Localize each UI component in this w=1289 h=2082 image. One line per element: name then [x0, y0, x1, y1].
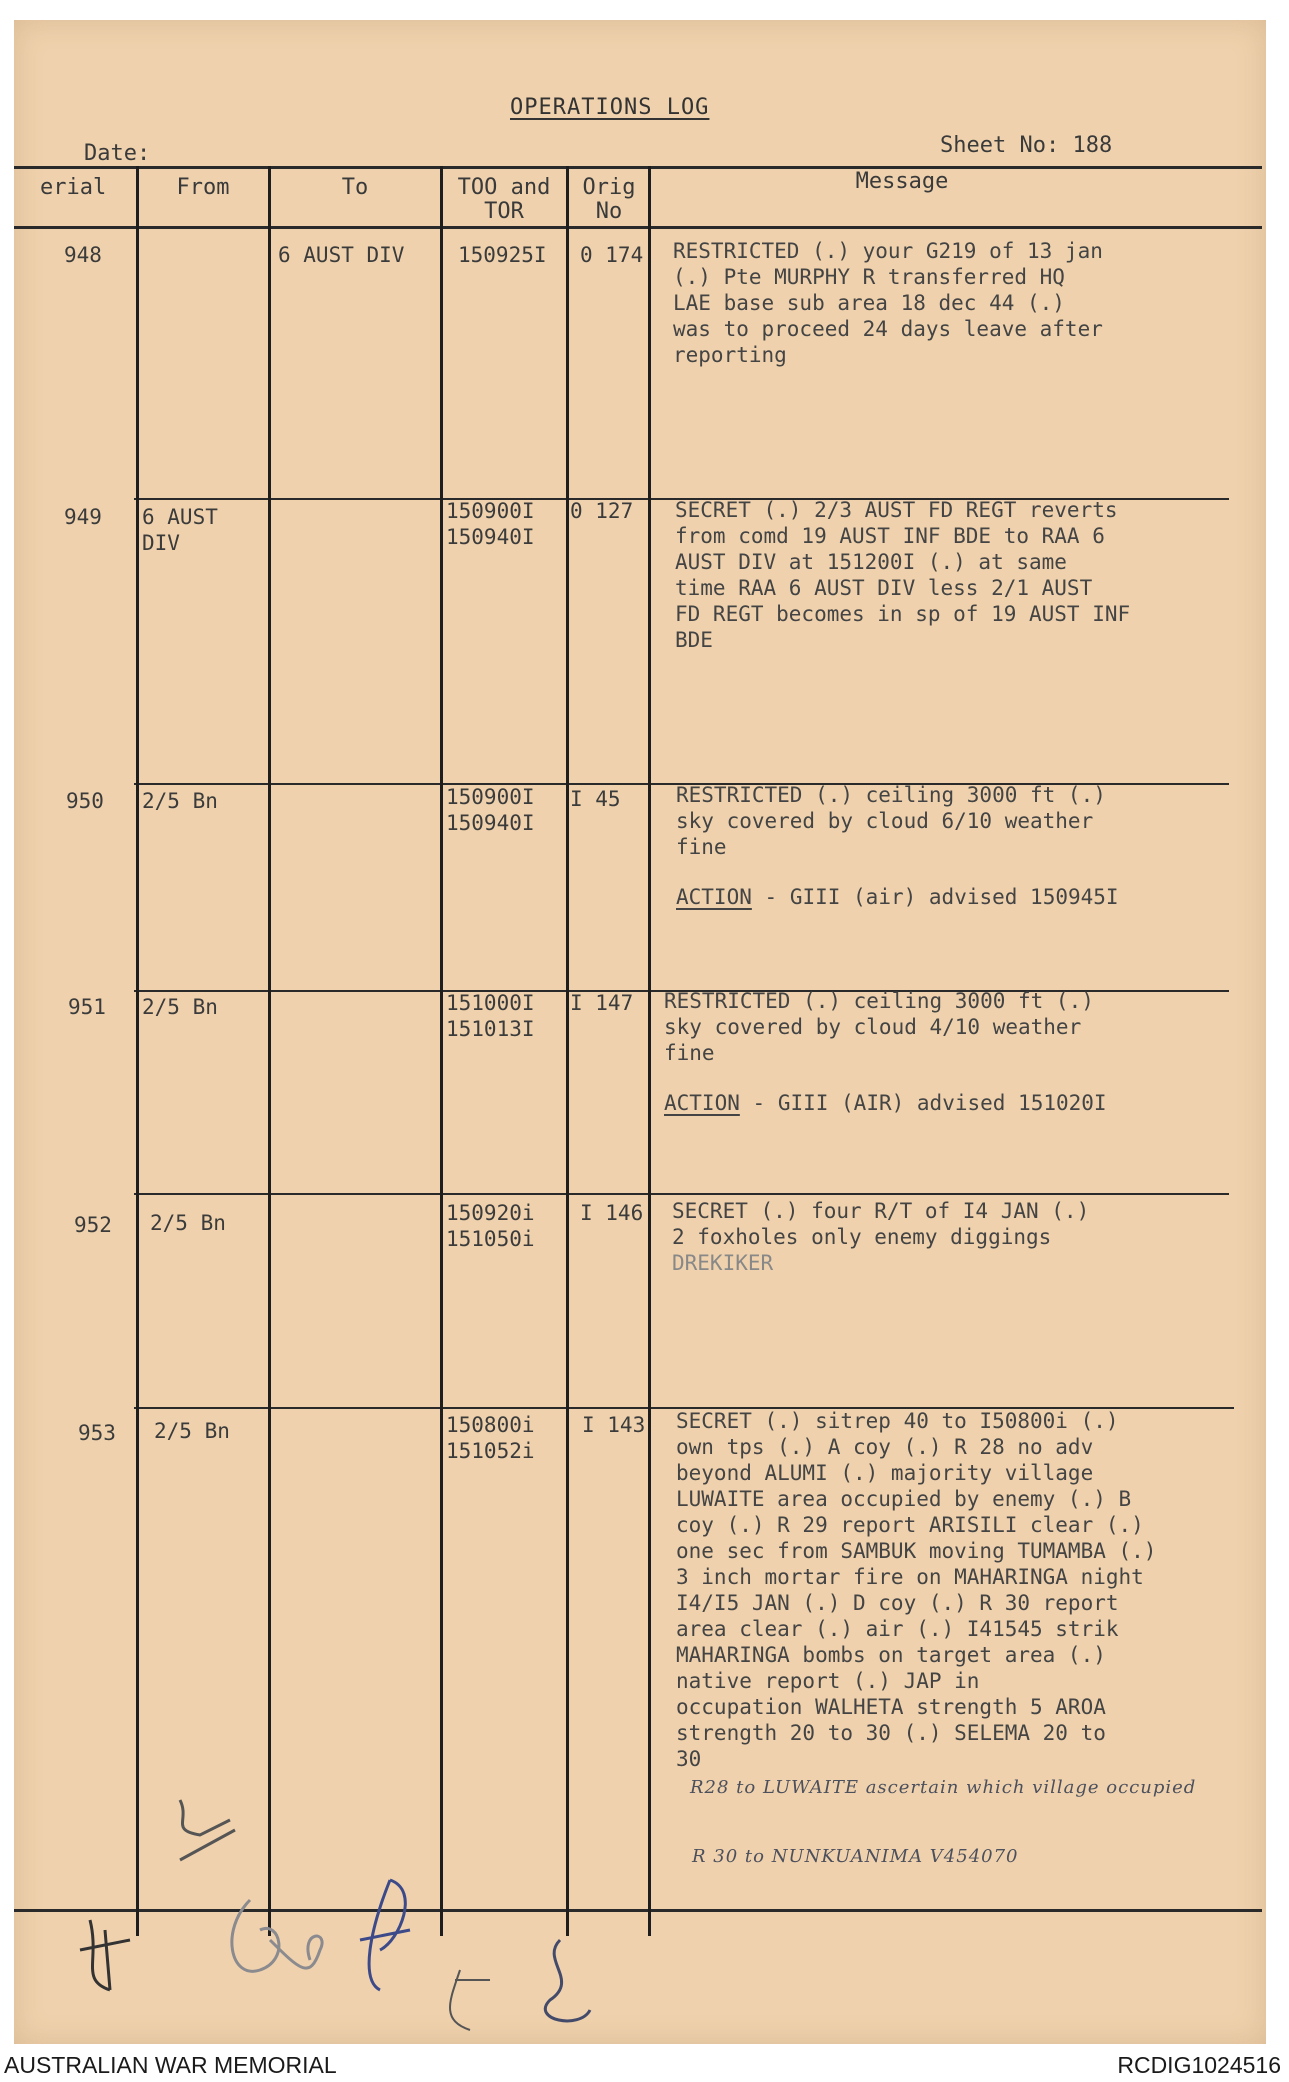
message-line: area clear (.) air (.) I41545 strik — [676, 1617, 1119, 1641]
cell-from: 2/5 Bn — [142, 995, 218, 1019]
col-rule-from — [268, 166, 271, 1936]
col-header-too-tor: TOO and TOR — [457, 175, 551, 224]
message-line: one sec from SAMBUK moving TUMAMBA (.) — [676, 1539, 1157, 1563]
header-top-rule — [14, 166, 1262, 169]
message-line: own tps (.) A coy (.) R 28 no adv — [676, 1435, 1094, 1459]
cell-serial: 953 — [78, 1421, 116, 1445]
cell-too-tor: 150900I 150940I — [446, 499, 535, 549]
sheet-number-value: 188 — [1072, 133, 1113, 158]
message-line: MAHARINGA bombs on target area (.) — [676, 1643, 1106, 1667]
cell-message — [676, 1408, 1156, 1772]
message-line: SECRET (.) sitrep 40 to I50800i (.) — [676, 1409, 1119, 1433]
col-rule-serial — [136, 166, 139, 1936]
cell-message — [664, 988, 1107, 1116]
col-header-from: From — [176, 175, 230, 200]
col-rule-orig — [648, 166, 651, 1936]
col-header-orig-no: Orig No — [582, 175, 636, 224]
message-line: RESTRICTED (.) ceiling 3000 ft (.) — [664, 989, 1094, 1013]
header-bottom-rule — [14, 226, 1262, 229]
sheet-number-label: Sheet No: — [940, 133, 1060, 158]
cell-from: 6 AUST DIV — [142, 505, 218, 555]
action-label: ACTION — [676, 885, 752, 909]
cell-serial: 951 — [68, 995, 106, 1019]
cell-too-tor: 150900I 150940I — [446, 785, 535, 835]
cell-orig-no: I 45 — [570, 787, 621, 811]
action-dash: - — [764, 885, 778, 909]
message-line: (.) Pte MURPHY R transferred HQ — [673, 265, 1065, 289]
footer-reference: RCDIG1024516 — [1117, 2052, 1281, 2078]
cell-too-tor: 150800i 151052i — [446, 1413, 535, 1463]
message-line: time RAA 6 AUST DIV less 2/1 AUST — [675, 576, 1093, 600]
row-rule-952 — [134, 1193, 1229, 1195]
cell-message — [672, 1198, 1089, 1276]
cell-serial: 950 — [66, 789, 104, 813]
col-header-message: Message — [855, 169, 949, 194]
message-line: RESTRICTED (.) ceiling 3000 ft (.) — [676, 783, 1106, 807]
cell-message — [673, 238, 1103, 368]
col-header-to: To — [341, 175, 369, 200]
cell-serial: 952 — [74, 1213, 112, 1237]
message-line: beyond ALUMI (.) majority village — [676, 1461, 1094, 1485]
message-line: sky covered by cloud 4/10 weather — [664, 1015, 1082, 1039]
message-line: was to proceed 24 days leave after — [673, 317, 1103, 341]
signature-marks — [60, 1780, 620, 2040]
message-line: 2 foxholes only enemy diggings — [672, 1225, 1052, 1249]
cell-orig-no: I 147 — [570, 991, 634, 1015]
message-line: from comd 19 AUST INF BDE to RAA 6 — [675, 524, 1105, 548]
message-line: AUST DIV at 151200I (.) at same — [675, 550, 1067, 574]
message-line: reporting — [673, 343, 787, 367]
action-label: ACTION — [664, 1091, 740, 1115]
action-line — [676, 884, 1119, 910]
sheet-number — [940, 133, 1112, 158]
col-rule-to — [440, 166, 443, 1936]
col-header-serial: erial — [40, 175, 107, 200]
action-line — [664, 1090, 1107, 1116]
cell-message — [676, 782, 1119, 910]
message-line: sky covered by cloud 6/10 weather — [676, 809, 1094, 833]
handwritten-note-2: R 30 to NUNKUANIMA V454070 — [692, 1846, 1019, 1867]
message-line: DREKIKER — [672, 1251, 774, 1275]
action-text: GIII (air) advised 150945I — [789, 885, 1119, 909]
cell-from: 2/5 Bn — [142, 789, 218, 813]
cell-serial: 949 — [64, 505, 102, 529]
cell-orig-no: 0 127 — [570, 499, 634, 523]
cell-from: 2/5 Bn — [150, 1211, 226, 1235]
message-line: LUWAITE area occupied by enemy (.) B — [676, 1487, 1132, 1511]
message-line: coy (.) R 29 report ARISILI clear (.) — [676, 1513, 1144, 1537]
message-line: 30 — [676, 1747, 702, 1771]
cell-orig-no: I 143 — [582, 1413, 646, 1437]
handwritten-note-1: R28 to LUWAITE ascertain which village occupied — [690, 1777, 1197, 1798]
action-dash: - — [752, 1091, 766, 1115]
message-line: native report (.) JAP in — [676, 1669, 980, 1693]
message-line: BDE — [675, 628, 713, 652]
message-line: SECRET (.) 2/3 AUST FD REGT reverts — [675, 498, 1118, 522]
cell-message — [675, 497, 1130, 653]
message-line: occupation WALHETA strength 5 AROA — [676, 1695, 1106, 1719]
cell-orig-no: 0 174 — [580, 243, 644, 267]
message-line: SECRET (.) four R/T of I4 JAN (.) — [672, 1199, 1090, 1223]
message-line: FD REGT becomes in sp of 19 AUST INF — [675, 602, 1131, 626]
page-title: OPERATIONS LOG — [510, 95, 710, 120]
cell-to: 6 AUST DIV — [278, 243, 405, 267]
message-line: LAE base sub area 18 dec 44 (.) — [673, 291, 1065, 315]
message-line: strength 20 to 30 (.) SELEMA 20 to — [676, 1721, 1106, 1745]
cell-from: 2/5 Bn — [154, 1419, 230, 1443]
message-line: fine — [676, 835, 727, 859]
message-line: fine — [664, 1041, 715, 1065]
cell-orig-no: I 146 — [580, 1201, 644, 1225]
message-line: I4/I5 JAN (.) D coy (.) R 30 report — [676, 1591, 1119, 1615]
action-text: GIII (AIR) advised 151020I — [777, 1091, 1107, 1115]
col-rule-too — [566, 166, 569, 1936]
cell-too-tor: 151000I 151013I — [446, 991, 535, 1041]
cell-too-tor: 150920i 151050i — [446, 1201, 535, 1251]
date-label: Date: — [84, 141, 151, 166]
cell-too-tor: 150925I — [458, 243, 547, 267]
cell-serial: 948 — [64, 243, 102, 267]
message-line: 3 inch mortar fire on MAHARINGA night — [676, 1565, 1144, 1589]
message-line: RESTRICTED (.) your G219 of 13 jan — [673, 239, 1103, 263]
footer-source: AUSTRALIAN WAR MEMORIAL — [4, 2052, 337, 2078]
